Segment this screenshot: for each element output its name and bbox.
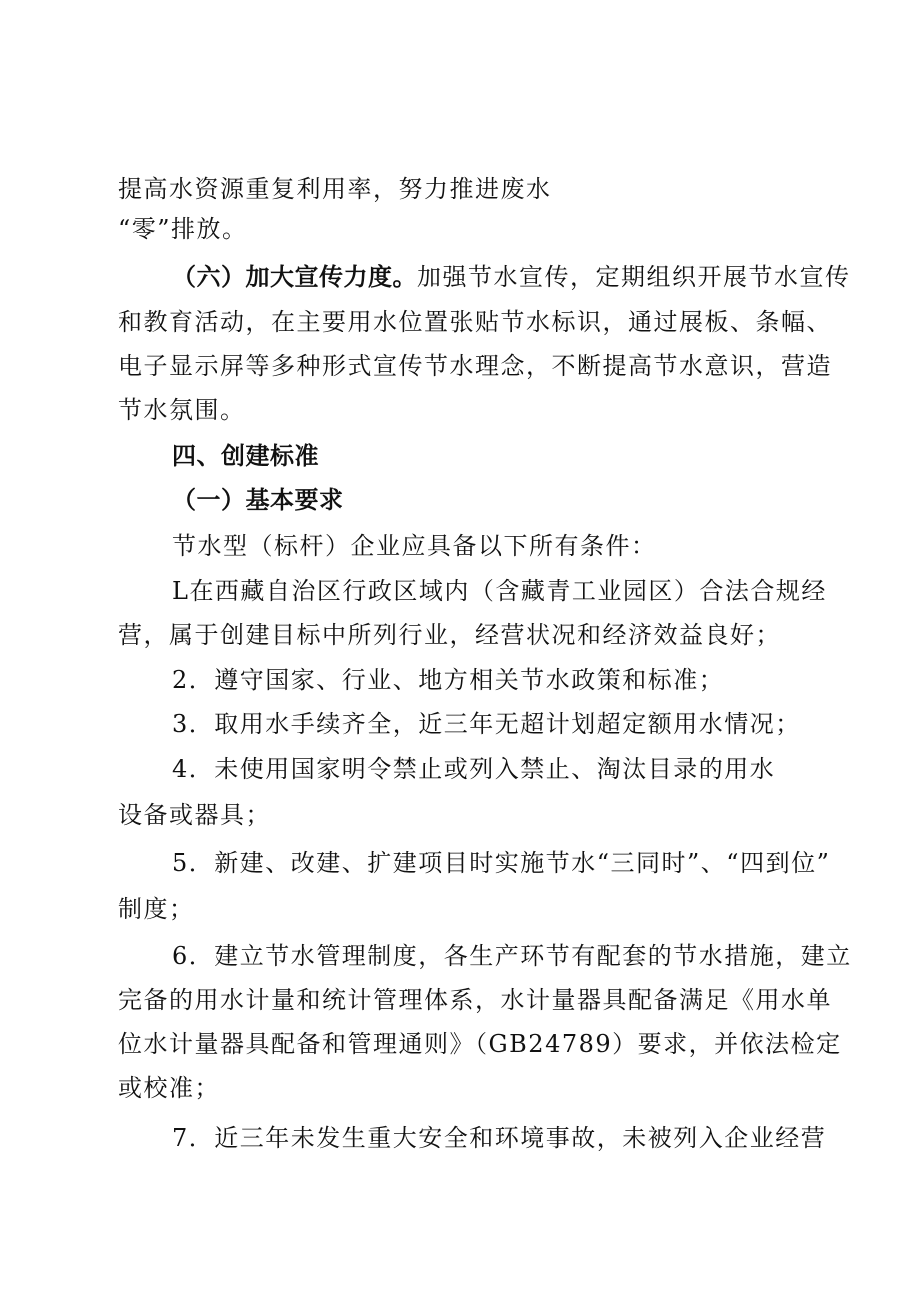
paragraph-line: 提高水资源重复利用率，努力推进废水 <box>118 175 552 203</box>
paragraph-line: 和教育活动，在主要用水位置张贴节水标识，通过展板、条幅、 <box>118 308 832 336</box>
section-six-text: 加强节水宣传，定期组织开展节水宣传 <box>417 263 851 291</box>
list-item-6-cont: 位水计量器具配备和管理通则》（GB24789）要求，并依法检定 <box>118 1030 842 1058</box>
section-heading: 四、创建标准 <box>172 442 319 470</box>
list-item-4-cont: 设备或器具； <box>118 801 271 829</box>
list-item-3: 3．取用水手续齐全，近三年无超计划超定额用水情况； <box>172 710 801 738</box>
list-item-2: 2．遵守国家、行业、地方相关节水政策和标准； <box>172 666 725 694</box>
list-item-4: 4．未使用国家明令禁止或列入禁止、淘汰目录的用水 <box>172 755 776 783</box>
list-item-6: 6．建立节水管理制度，各生产环节有配套的节水措施，建立 <box>172 942 852 970</box>
list-item-6-cont: 或校准； <box>118 1074 220 1102</box>
section-six-title: （六）加大宣传力度。 <box>172 263 417 291</box>
intro-line: 节水型（标杆）企业应具备以下所有条件： <box>172 532 657 560</box>
list-item-1: L在西藏自治区行政区域内（含藏青工业园区）合法合规经 <box>172 577 827 605</box>
subsection-heading: （一）基本要求 <box>172 486 344 514</box>
list-item-6-cont: 完备的用水计量和统计管理体系，水计量器具配备满足《用水单 <box>118 986 832 1014</box>
list-item-7: 7．近三年未发生重大安全和环境事故，未被列入企业经营 <box>172 1124 827 1152</box>
list-item-1-cont: 营，属于创建目标中所列行业，经营状况和经济效益良好； <box>118 621 781 649</box>
paragraph-line: “零”排放。 <box>118 215 248 243</box>
section-six-line <box>172 261 851 293</box>
list-item-5: 5．新建、改建、扩建项目时实施节水“三同时”、“四到位” <box>172 849 831 877</box>
paragraph-line: 电子显示屏等多种形式宣传节水理念，不断提高节水意识，营造 <box>118 352 832 380</box>
paragraph-line: 节水氛围。 <box>118 396 246 424</box>
list-item-5-cont: 制度； <box>118 895 195 923</box>
